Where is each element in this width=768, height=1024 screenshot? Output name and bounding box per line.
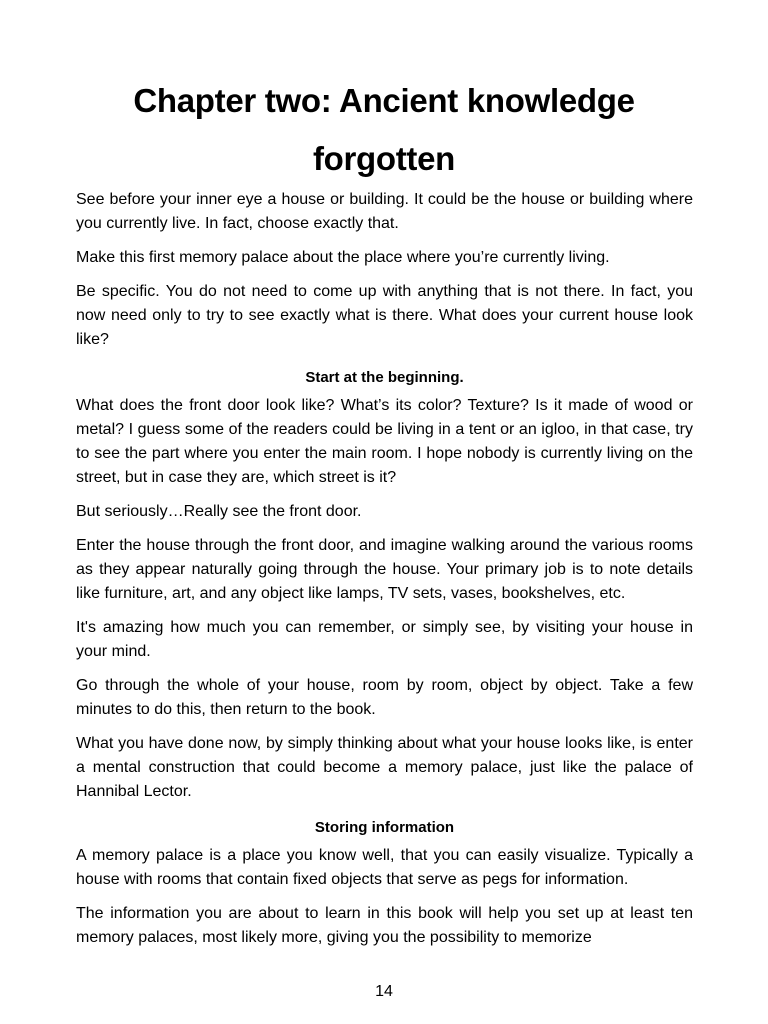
paragraph: Go through the whole of your house, room by room, object by object. Take a few minutes to do this, then return to the book. (76, 677, 693, 718)
section-heading-start: Start at the beginning. (305, 369, 464, 386)
paragraph: What you have done now, by simply thinking about what your house looks like, is enter a mental construction that could become a memory palace, just like the palace of Hannibal Lector. (76, 735, 693, 800)
chapter-body (76, 188, 693, 960)
paragraph: The information you are about to learn in this book will help you set up at least ten memory palaces, most likely more, giving you the possibility to memorize (76, 905, 693, 946)
paragraph: But seriously…Really see the front door. (76, 503, 362, 520)
paragraph: What does the front door look like? What’s its color? Texture? Is it made of wood or metal? I guess some of the readers could be living in a tent or an igloo, in that case, try to see the part where you enter the main room. I hope nobody is currently living on the street, but in case they are, which street is it? (76, 397, 693, 486)
page-number: 14 (375, 983, 393, 1000)
paragraph: See before your inner eye a house or building. It could be the house or building where you currently live. In fact, choose exactly that. (76, 191, 693, 232)
paragraph: Enter the house through the front door, and imagine walking around the various rooms as they appear naturally going through the house. Your primary job is to note details like furniture, art, and any object like lamps, TV sets, vases, bookshelves, etc. (76, 537, 693, 602)
paragraph: A memory palace is a place you know well, that you can easily visualize. Typically a house with rooms that contain fixed objects that serve as pegs for information. (76, 847, 693, 888)
section-heading-storing: Storing information (314, 819, 455, 836)
chapter-title: Chapter two: Ancient knowledge forgotten (133, 82, 635, 177)
paragraph: Be specific. You do not need to come up with anything that is not there. In fact, you now need only to try to see exactly what is there. What does your current house look like? (76, 283, 693, 348)
paragraph: Make this first memory palace about the place where you’re currently living. (76, 249, 610, 266)
paragraph: It's amazing how much you can remember, or simply see, by visiting your house in your mind. (76, 619, 693, 660)
